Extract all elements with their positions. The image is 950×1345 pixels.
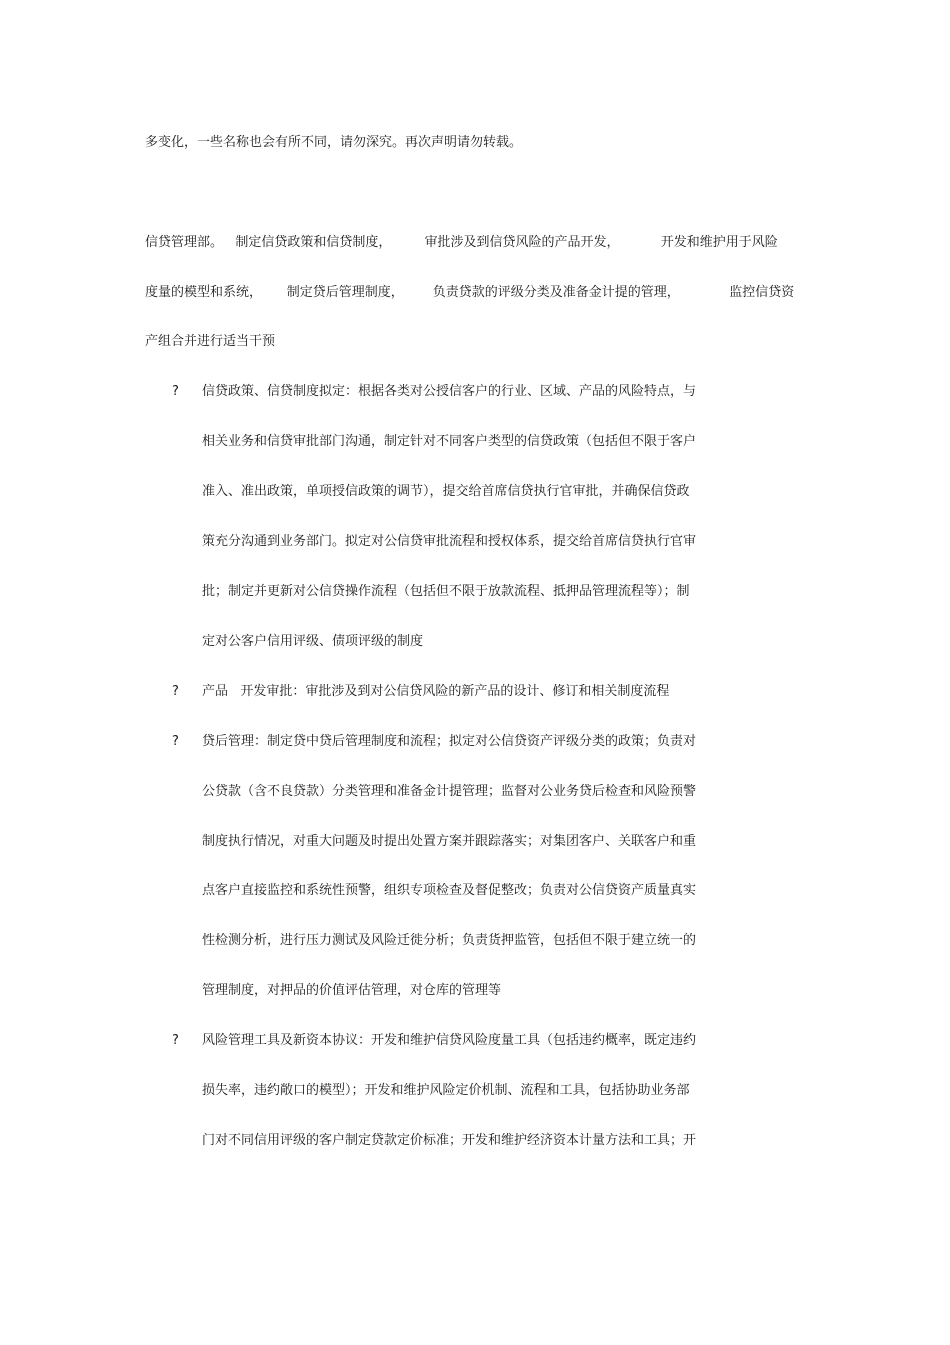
bullet-text-line: 相关业务和信贷审批部门沟通，制定针对不同客户类型的信贷政策（包括但不限于客户 <box>202 434 697 449</box>
bullet-text-line: 点客户直接监控和系统性预警，组织专项检查及督促整改；负责对公信贷资产质量真实 <box>202 883 697 898</box>
intro-text-line: 多变化，一些名称也会有所不同，请勿深究。再次声明请勿转载。 <box>145 135 523 150</box>
bullet-text-line: 门对不同信用评级的客户制定贷款定价标准；开发和维护经济资本计量方法和工具；开 <box>202 1133 697 1148</box>
bullet-marker: ? <box>172 1033 179 1048</box>
bullet-text-line: 风险管理工具及新资本协议：开发和维护信贷风险度量工具（包括违约概率，既定违约 <box>202 1033 697 1048</box>
bullet-marker: ? <box>172 384 179 399</box>
bullet-text-line: 贷后管理：制定贷中贷后管理制度和流程；拟定对公信贷资产评级分类的政策；负责对 <box>202 734 697 749</box>
bullet-text-line: 准入、准出政策，单项授信政策的调节），提交给首席信贷执行官审批，并确保信贷政 <box>202 484 690 499</box>
bullet-text-line: 定对公客户信用评级、债项评级的制度 <box>202 634 424 649</box>
bullet-text-line: 策充分沟通到业务部门。拟定对公信贷审批流程和授权体系，提交给首席信贷执行官审 <box>202 534 697 549</box>
bullet-marker: ? <box>172 684 179 699</box>
bullet-marker: ? <box>172 734 179 749</box>
bullet-text-line: 损失率，违约敞口的模型）；开发和维护风险定价机制、流程和工具，包括协助业务部 <box>202 1083 690 1098</box>
bullet-text-line: 制度执行情况，对重大问题及时提出处置方案并跟踪落实；对集团客户、关联客户和重 <box>202 834 697 849</box>
bullet-text-line: 公贷款（含不良贷款）分类管理和准备金计提管理；监督对公业务贷后检查和风险预警 <box>202 784 697 799</box>
bullet-text-line: 产品 开发审批：审批涉及到对公信贷风险的新产品的设计、修订和相关制度流程 <box>202 684 670 699</box>
dept-text-line: 产组合并进行适当干预 <box>145 334 276 349</box>
bullet-text-line: 信贷政策、信贷制度拟定：根据各类对公授信客户的行业、区域、产品的风险特点，与 <box>202 384 697 399</box>
dept-text-line: 信贷管理部。 制定信贷政策和信贷制度， 审批涉及到信贷风险的产品开发， 开发和维护用于风险 <box>145 235 778 250</box>
bullet-text-line: 批；制定并更新对公信贷操作流程（包括但不限于放款流程、抵押品管理流程等）；制 <box>202 584 690 599</box>
bullet-text-line: 性检测分析，进行压力测试及风险迁徙分析；负责货押监管，包括但不限于建立统一的 <box>202 933 697 948</box>
bullet-text-line: 管理制度，对押品的价值评估管理，对仓库的管理等 <box>202 983 502 998</box>
dept-text-line: 度量的模型和系统， 制定贷后管理制度， 负责贷款的评级分类及准备金计提的管理， 监控信贷资 <box>145 285 795 300</box>
